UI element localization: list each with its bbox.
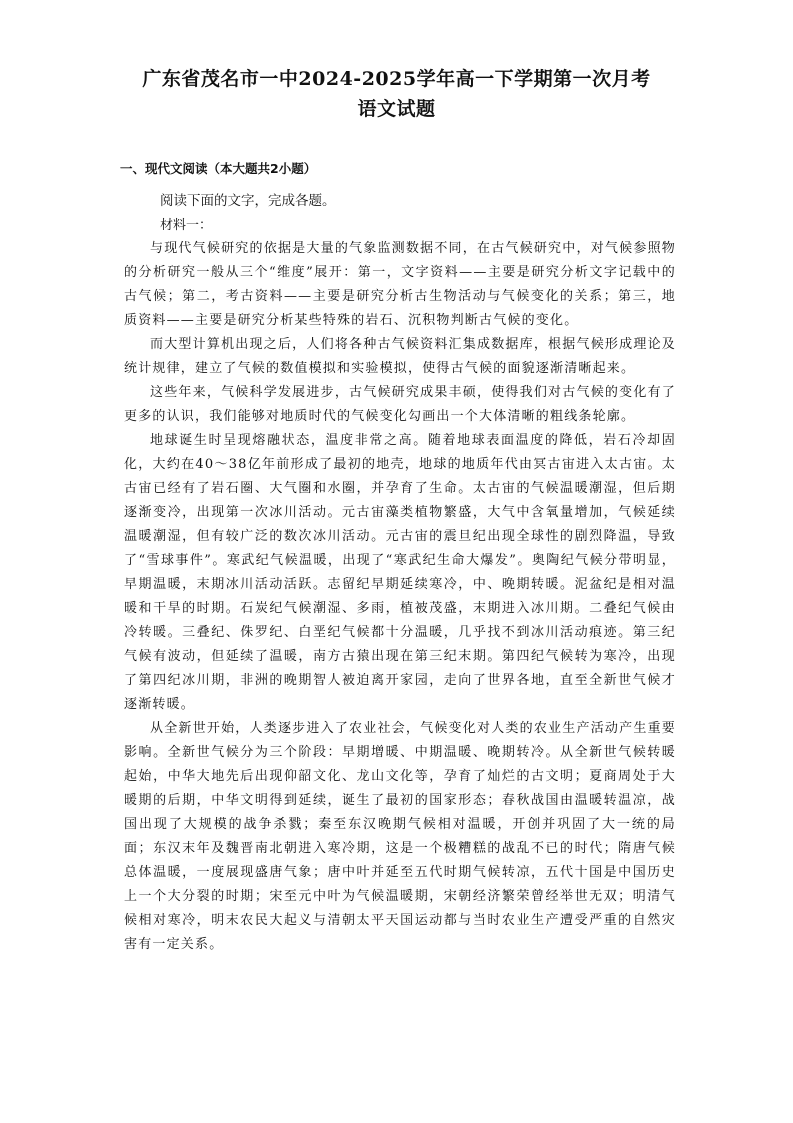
paragraph-3: 这些年来，气候科学发展进步，古气候研究成果丰硕，使得我们对古气候的变化有了更多的认识，我们能够对地质时代的气候变化勾画出一个大体清晰的粗线条轮廓。 [124, 385, 676, 424]
reading-instruction: 阅读下面的文字，完成各题。 [160, 193, 336, 209]
page-title: 广东省茂名市一中2024-2025学年高一下学期第一次月考 [142, 68, 651, 90]
page-subtitle: 语文试题 [357, 98, 436, 120]
material-label: 材料一： [160, 218, 213, 233]
paragraph-2: 而大型计算机出现之后，人们将各种古气候资料汇集成数据库，根据气候形成理论及统计规律，建立了气候的数值模拟和实验模拟，使得古气候的面貌逐渐清晰起来。 [124, 337, 676, 376]
passage-body [124, 237, 676, 957]
section-heading: 一、现代文阅读（本大题共2小题） [120, 161, 317, 176]
paragraph-1: 与现代气候研究的依据是大量的气象监测数据不同，在古气候研究中，对气候参照物的分析研究一般从三个“维度”展开：第一，文字资料——主要是研究分析文字记载中的古气候；第二，考古资料——主要是研究分析古生物活动与气候变化的关系；第三，地质资料——主要是研究分析某些特殊的岩石、沉积物判断古气候的变化。 [124, 241, 676, 328]
paragraph-4: 地球诞生时呈现熔融状态，温度非常之高。随着地球表面温度的降低，岩石冷却固化，大约在40～38亿年前形成了最初的地壳，地球的地质年代由冥古宙进入太古宙。太古宙已经有了岩石圈、大气圈和水圈，并孕育了生命。太古宙的气候温暖潮湿，但后期逐渐变冷，出现第一次冰川活动。元古宙藻类植物繁盛，大气中含氧量增加，气候延续温暖潮湿，但有较广泛的数次冰川活动。元古宙的震旦纪出现全球性的剧烈降温，导致了“雪球事件”。寒武纪气候温暖，出现了“寒武纪生命大爆发”。奥陶纪气候分带明显，早期温暖，末期冰川活动活跃。志留纪早期延续寒冷，中、晚期转暖。泥盆纪是相对温暖和干旱的时期。石炭纪气候潮湿、多雨，植被茂盛，末期进入冰川期。二叠纪气候由冷转暖。三叠纪、侏罗纪、白垩纪气候都十分温暖，几乎找不到冰川活动痕迹。第三纪气候有波动，但延续了温暖，南方古猿出现在第三纪末期。第四纪气候转为寒冷，出现了第四纪冰川期，非洲的晚期智人被迫离开家园，走向了世界各地，直至全新世气候才逐渐转暖。 [124, 433, 676, 712]
paragraph-5: 从全新世开始，人类逐步进入了农业社会，气候变化对人类的农业生产活动产生重要影响。全新世气候分为三个阶段：早期增暖、中期温暖、晚期转冷。从全新世气候转暖起始，中华大地先后出现仰韶文化、龙山文化等，孕育了灿烂的古文明；夏商周处于大暖期的后期，中华文明得到延续，诞生了最初的国家形态；春秋战国由温暖转温凉，战国出现了大规模的战争杀戮；秦至东汉晚期气候相对温暖，开创并巩固了大一统的局面；东汉末年及魏晋南北朝进入寒冷期，这是一个极糟糕的战乱不已的时代；隋唐气候总体温暖，一度展现盛唐气象；唐中叶并延至五代时期气候转凉，五代十国是中国历史上一个大分裂的时期；宋至元中叶为气候温暖期，宋朝经济繁荣曾经举世无双；明清气候相对寒冷，明末农民大起义与清朝太平天国运动都与当时农业生产遭受严重的自然灾害有一定关系。 [124, 721, 676, 952]
